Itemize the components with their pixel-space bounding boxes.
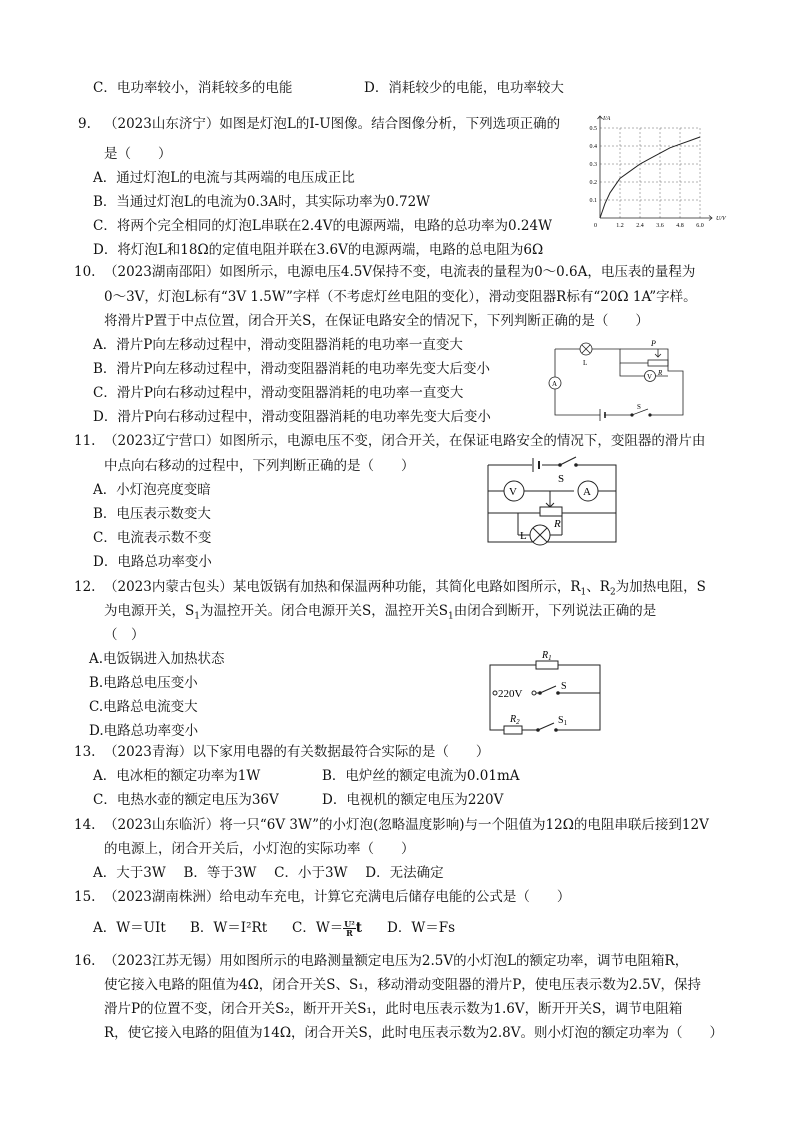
q11-fig-label-a: A (583, 486, 591, 498)
q16-stem-line4: R，使它接入电路的阻值为14Ω，闭合开关S，此时电压表示数为2.8V。则小灯泡的额定功率为（ ） (104, 1025, 724, 1041)
q10-option-d: D．滑片P向右移动过程中，滑动变阻器消耗的电功率先变大后变小 (93, 409, 491, 425)
q15-option-b: B．W＝I²Rt (190, 920, 268, 936)
q11-fig-label-l: L (520, 530, 527, 542)
x-axis-label: U/V (716, 216, 726, 222)
q12-fig-label-r2: $R_2$ (510, 714, 520, 726)
q10-fig-label-s: S (637, 403, 641, 411)
q11-option-a: A．小灯泡亮度变暗 (93, 482, 211, 498)
q11-circuit-diagram (484, 455, 624, 555)
q12-option-d: D.电路总功率变小 (89, 723, 199, 739)
q11-option-b: B．电压表示数变大 (93, 506, 211, 522)
q10-option-c: C．滑片P向右移动过程中，滑动变阻器消耗的电功率一直变大 (93, 385, 464, 401)
y-axis-label: I/A (603, 116, 611, 122)
q9-option-c: C．将两个完全相同的灯泡L串联在2.4V的电源两端，电路的总功率为0.24W (93, 218, 552, 234)
q16-stem-line2: 使它接入电路的阻值为4Ω，闭合开关S、S₁，移动滑动变阻器的滑片P，使电压表示数为2.5V，保持 (104, 977, 701, 993)
q12-stem-line1: （2023内蒙古包头）某电饭锅有加热和保温两种功能，其简化电路如图所示，$R_1$、$R_2$为加热电阻，S (104, 579, 706, 598)
q10-stem-line1: （2023湖南邵阳）如图所示，电源电压4.5V保持不变，电流表的量程为0～0.6A，电压表的量程为 (104, 264, 696, 280)
q15-number: 15. (74, 889, 96, 905)
q9-stem-line2: 是（ ） (104, 146, 172, 162)
q15-option-c: C．W＝ $\frac{\text{U²}}{R}$ t (292, 919, 362, 938)
x-tick-label-1: 2.4 (636, 223, 644, 229)
q13-option-a: A．电冰柜的额定功率为1W (93, 768, 261, 784)
q15-stem: （2023湖南株洲）给电动车充电，计算它充满电后储存电能的公式是（ ） (104, 889, 571, 905)
q10-stem-line2: 0～3V，灯泡L标有“3V 1.5W”字样（不考虑灯丝电阻的变化），滑动变阻器R标有“20Ω 1A”字样。 (104, 289, 697, 305)
q14-stem-line2: 的电源上，闭合开关后，小灯泡的实际功率（ ） (104, 841, 415, 857)
x-tick-label-4: 6.0 (696, 223, 704, 229)
q11-fig-label-v: V (509, 486, 517, 498)
q13-option-b: B．电炉丝的额定电流为0.01mA (322, 768, 520, 784)
iu-chart-svg (582, 112, 726, 236)
q9-option-a: A．通过灯泡L的电流与其两端的电压成正比 (93, 170, 355, 186)
y-tick-label-1: 0.2 (589, 180, 597, 186)
x-tick-label-0: 1.2 (616, 223, 624, 229)
q14-number: 14. (74, 817, 96, 833)
q12-fig-label-s1: $S_1$ (558, 715, 568, 727)
q10-circuit-diagram (540, 333, 690, 423)
q13-stem: （2023青海）以下家用电器的有关数据最符合实际的是（ ） (104, 744, 490, 760)
y-tick-label-2: 0.3 (589, 162, 597, 168)
q11-fig-label-s: S (558, 473, 565, 485)
q11-number: 11. (74, 433, 96, 449)
y-tick-label-4: 0.5 (589, 126, 597, 132)
q16-stem-line1: （2023江苏无锡）用如图所示的电路测量额定电压为2.5V的小灯泡L的额定功率，调节电阻箱R， (104, 953, 689, 969)
q15-option-a: A．W＝UIt (93, 920, 166, 936)
q16-stem-line3: 滑片P的位置不变，闭合开关S₂，断开开关S₁，此时电压表示数为1.6V，断开开关S，调节电阻箱 (104, 1001, 683, 1017)
q16-number: 16. (74, 953, 96, 969)
q10-fig-label-v: V (647, 373, 653, 381)
q11-option-d: D．电路总功率变小 (93, 554, 212, 570)
x-tick-label-2: 3.6 (656, 223, 664, 229)
q10-number: 10. (74, 264, 96, 280)
x-tick-label-3: 4.8 (676, 223, 684, 229)
iu-curve-line (600, 137, 700, 218)
q13-option-d: D．电视机的额定电压为220V (322, 792, 504, 808)
y-tick-label-3: 0.4 (589, 144, 597, 150)
q11-stem-line2: 中点向右移动的过程中，下列判断正确的是（ ） (104, 458, 415, 474)
q12-fig-label-s: S (561, 681, 567, 692)
q12-option-a: A.电饭锅进入加热状态 (89, 651, 225, 667)
q9-option-b: B．当通过灯泡L的电流为0.3A时，其实际功率为0.72W (93, 194, 431, 210)
q10-fig-label-p: P (651, 339, 656, 348)
origin-label: 0 (594, 223, 597, 229)
q9-option-d: D．将灯泡L和18Ω的定值电阻并联在3.6V的电源两端，电路的总电阻为6Ω (93, 242, 544, 258)
q12-fig-label-r1: $R_1$ (542, 650, 552, 662)
q12-stem-line3: （ ） (104, 627, 145, 643)
q10-option-b: B．滑片P向左移动过程中，滑动变阻器消耗的电功率先变大后变小 (93, 361, 491, 377)
q10-option-a: A．滑片P向左移动过程中，滑动变阻器消耗的电功率一直变大 (93, 337, 463, 353)
y-tick-label-0: 0.1 (589, 198, 597, 204)
q10-fig-label-r: R (658, 369, 663, 377)
q15-formula-fraction: $\frac{\text{U²}}{R}$ (344, 919, 355, 938)
q8-option-c: C．电功率较小，消耗较多的电能 (93, 80, 293, 96)
q15-option-d: D．W＝Fs (387, 920, 455, 936)
q10-fig-label-a: A (552, 380, 558, 388)
q12-option-c: C.电路总电流变大 (89, 699, 198, 715)
q13-number: 13. (74, 744, 96, 760)
q11-option-c: C．电流表示数不变 (93, 530, 212, 546)
q12-circuit-diagram (482, 645, 604, 735)
q11-stem-line1: （2023辽宁营口）如图所示，电源电压不变，闭合开关，在保证电路安全的情况下，变阻器的滑片由 (104, 433, 706, 449)
q10-stem-line3: 将滑片P置于中点位置，闭合开关S，在保证电路安全的情况下，下列判断正确的是（ ） (104, 313, 649, 329)
q9-number: 9. (78, 116, 91, 132)
q14-options: A．大于3W B．等于3W C．小于3W D．无法确定 (93, 865, 444, 881)
q13-option-c: C．电热水壶的额定电压为36V (93, 792, 279, 808)
q8-option-d: D．消耗较少的电能，电功率较大 (364, 80, 564, 96)
q12-fig-label-voltage: 220V (498, 688, 523, 700)
q10-fig-label-l: L (583, 359, 588, 367)
q9-iu-graph (582, 112, 726, 236)
q12-option-b: B.电路总电压变小 (89, 675, 198, 691)
q12-number: 12. (74, 579, 96, 595)
q12-stem-line2: 为电源开关，$S_1$为温控开关。闭合电源开关S，温控开关$S_1$由闭合到断开，下列说法正确的是 (104, 603, 657, 622)
q9-stem-line1: （2023山东济宁）如图是灯泡L的I-U图像。结合图像分析，下列选项正确的 (104, 116, 561, 132)
q14-stem-line1: （2023山东临沂）将一只“6V 3W”的小灯泡(忽略温度影响)与一个阻值为12Ω的电阻串联后接到12V (104, 817, 709, 833)
q11-fig-label-r: R (554, 518, 561, 530)
